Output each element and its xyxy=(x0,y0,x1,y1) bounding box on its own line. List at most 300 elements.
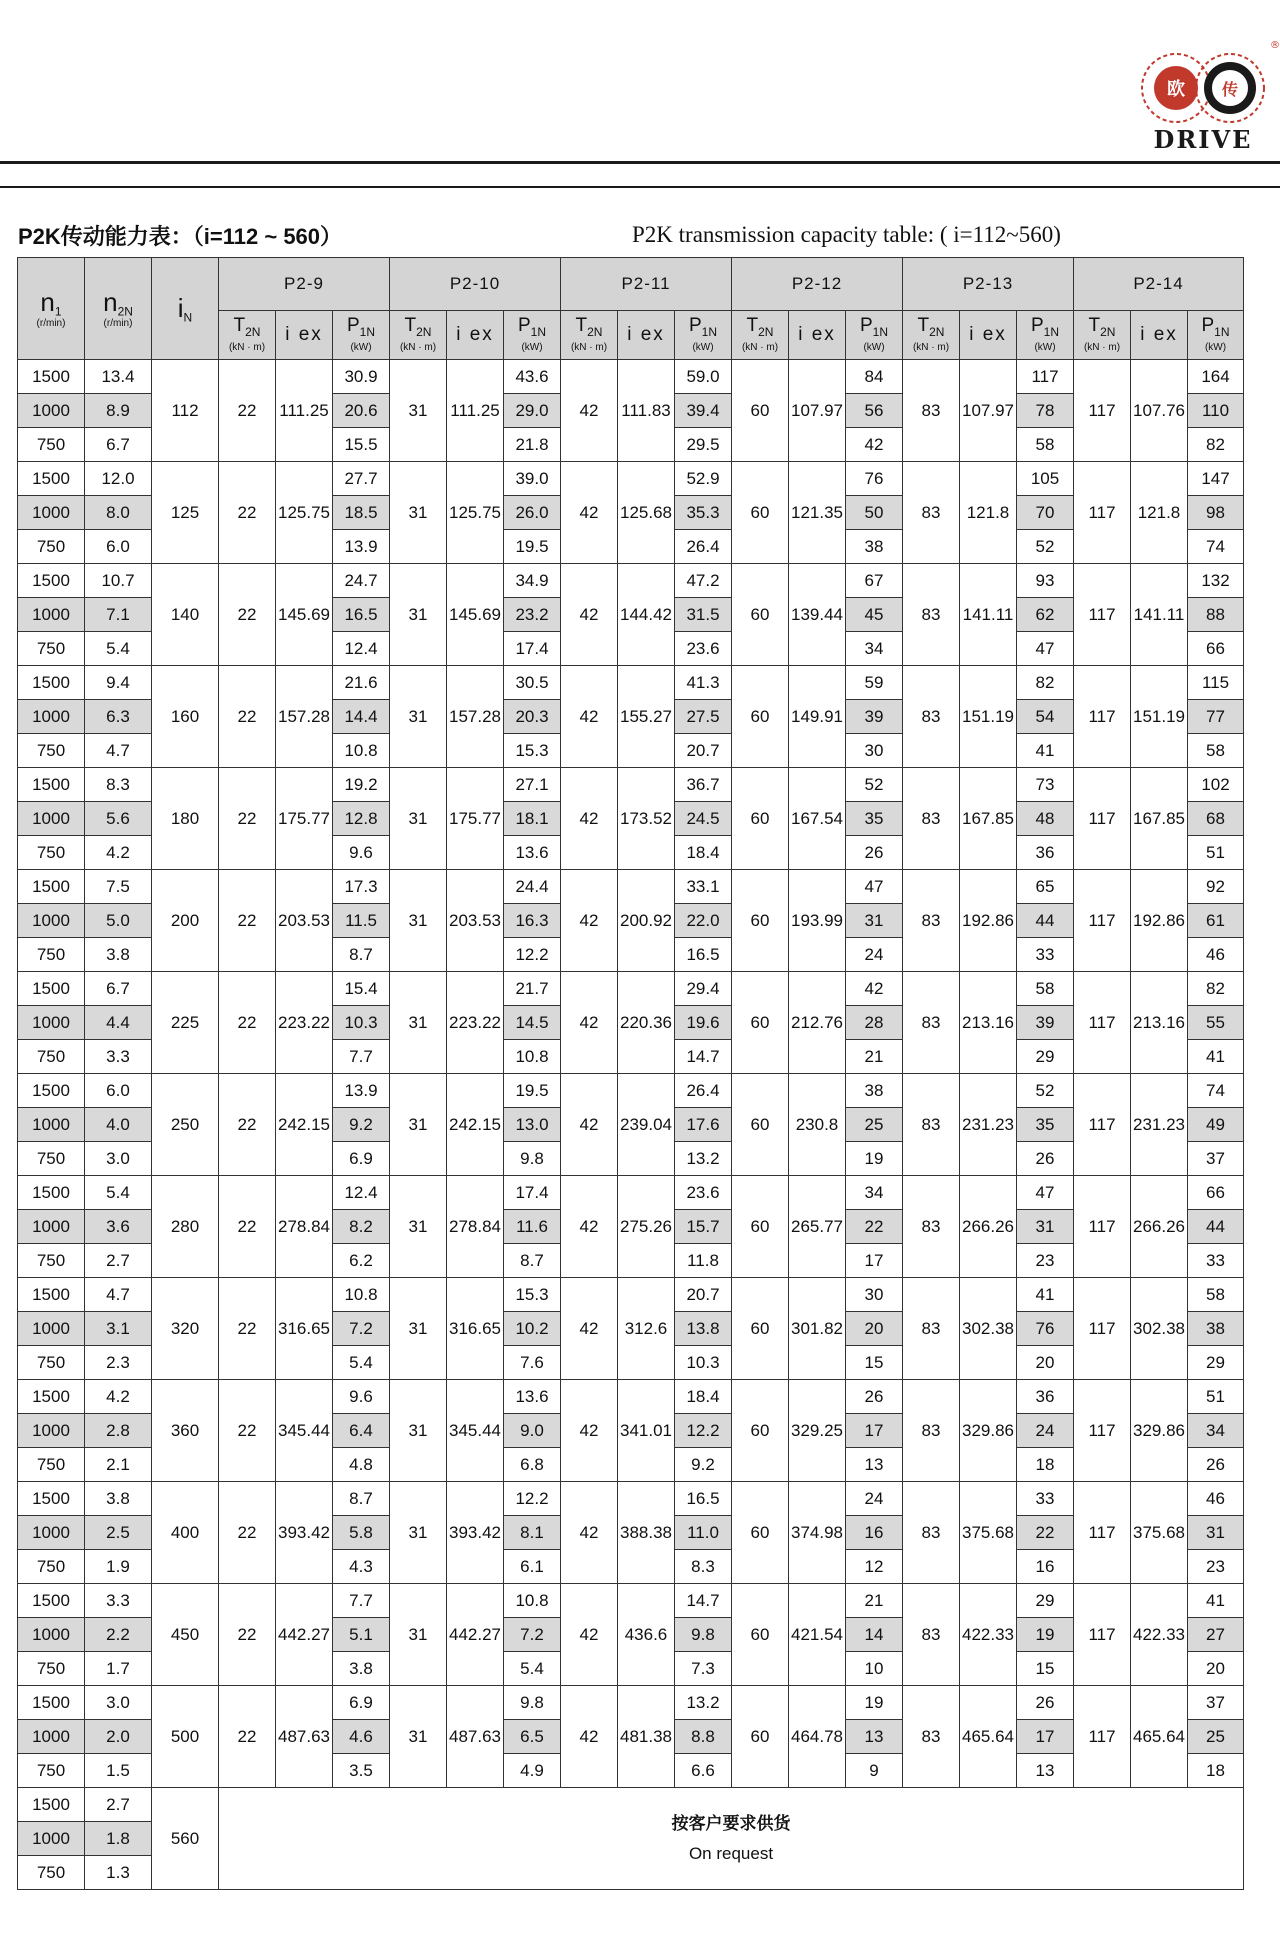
power-cell: 19.5 xyxy=(504,530,561,564)
n2-cell: 1.3 xyxy=(85,1856,152,1890)
table-body xyxy=(18,360,1244,1890)
n2-cell: 1.9 xyxy=(85,1550,152,1584)
torque-cell: 117 xyxy=(1074,1584,1131,1686)
power-cell: 19 xyxy=(846,1686,903,1720)
power-cell: 26 xyxy=(1017,1686,1074,1720)
power-cell: 17.3 xyxy=(333,870,390,904)
power-cell: 7.7 xyxy=(333,1584,390,1618)
power-cell: 23.2 xyxy=(504,598,561,632)
power-cell: 110 xyxy=(1188,394,1244,428)
torque-cell: 60 xyxy=(732,564,789,666)
iex-cell: 266.26 xyxy=(1131,1176,1188,1278)
iex-cell: 329.86 xyxy=(960,1380,1017,1482)
power-cell: 7.3 xyxy=(675,1652,732,1686)
power-cell: 39.4 xyxy=(675,394,732,428)
torque-cell: 42 xyxy=(561,1278,618,1380)
table-header xyxy=(18,258,1244,360)
table-row xyxy=(18,564,1244,598)
torque-cell: 31 xyxy=(390,1380,447,1482)
power-cell: 6.5 xyxy=(504,1720,561,1754)
power-cell: 70 xyxy=(1017,496,1074,530)
power-cell: 82 xyxy=(1017,666,1074,700)
n2-cell: 4.2 xyxy=(85,1380,152,1414)
torque-cell: 31 xyxy=(390,564,447,666)
power-cell: 29 xyxy=(1017,1584,1074,1618)
power-cell: 27.5 xyxy=(675,700,732,734)
power-cell: 27.1 xyxy=(504,768,561,802)
power-cell: 26 xyxy=(846,836,903,870)
n2-cell: 3.8 xyxy=(85,938,152,972)
torque-cell: 22 xyxy=(219,972,276,1074)
power-cell: 23 xyxy=(1017,1244,1074,1278)
power-cell: 12.4 xyxy=(333,1176,390,1210)
torque-cell: 83 xyxy=(903,564,960,666)
iex-cell: 220.36 xyxy=(618,972,675,1074)
power-cell: 18.4 xyxy=(675,836,732,870)
torque-cell: 31 xyxy=(390,768,447,870)
n1-cell: 750 xyxy=(18,632,85,666)
power-cell: 6.9 xyxy=(333,1686,390,1720)
torque-cell: 42 xyxy=(561,1584,618,1686)
n2-cell: 13.4 xyxy=(85,360,152,394)
power-cell: 15.4 xyxy=(333,972,390,1006)
power-cell: 13 xyxy=(1017,1754,1074,1788)
power-cell: 8.1 xyxy=(504,1516,561,1550)
torque-cell: 60 xyxy=(732,1074,789,1176)
power-cell: 12.2 xyxy=(675,1414,732,1448)
power-cell: 24 xyxy=(846,938,903,972)
ratio-cell: 225 xyxy=(152,972,219,1074)
ratio-cell: 280 xyxy=(152,1176,219,1278)
torque-cell: 22 xyxy=(219,360,276,462)
power-cell: 34 xyxy=(846,632,903,666)
iex-cell: 203.53 xyxy=(447,870,504,972)
power-cell: 8.8 xyxy=(675,1720,732,1754)
power-cell: 38 xyxy=(1188,1312,1244,1346)
power-cell: 43.6 xyxy=(504,360,561,394)
torque-cell: 22 xyxy=(219,1380,276,1482)
power-cell: 19.2 xyxy=(333,768,390,802)
power-cell: 34.9 xyxy=(504,564,561,598)
iex-cell: 374.98 xyxy=(789,1482,846,1584)
iex-cell: 167.54 xyxy=(789,768,846,870)
iex-cell: 107.97 xyxy=(789,360,846,462)
power-header: $P_{1N}$ (kW) xyxy=(846,311,903,360)
ratio-cell: 180 xyxy=(152,768,219,870)
iex-cell: 242.15 xyxy=(276,1074,333,1176)
torque-cell: 42 xyxy=(561,972,618,1074)
n1-cell: 750 xyxy=(18,1652,85,1686)
iex-cell: 275.26 xyxy=(618,1176,675,1278)
n1-header: $n_1$ (r/min) xyxy=(18,258,85,360)
power-cell: 15.7 xyxy=(675,1210,732,1244)
ratio-cell: 125 xyxy=(152,462,219,564)
torque-cell: 117 xyxy=(1074,1380,1131,1482)
power-cell: 47 xyxy=(846,870,903,904)
power-cell: 117 xyxy=(1017,360,1074,394)
n2-cell: 2.0 xyxy=(85,1720,152,1754)
power-cell: 45 xyxy=(846,598,903,632)
iex-cell: 481.38 xyxy=(618,1686,675,1788)
power-cell: 68 xyxy=(1188,802,1244,836)
power-cell: 18 xyxy=(1017,1448,1074,1482)
n2-cell: 8.9 xyxy=(85,394,152,428)
power-cell: 16.3 xyxy=(504,904,561,938)
n2-cell: 8.0 xyxy=(85,496,152,530)
torque-cell: 31 xyxy=(390,1686,447,1788)
torque-cell: 117 xyxy=(1074,768,1131,870)
table-title-en: P2K transmission capacity table: ( i=112~560) xyxy=(632,222,1061,247)
power-cell: 98 xyxy=(1188,496,1244,530)
power-cell: 14 xyxy=(846,1618,903,1652)
n2-cell: 7.1 xyxy=(85,598,152,632)
torque-cell: 83 xyxy=(903,1584,960,1686)
n2-cell: 3.8 xyxy=(85,1482,152,1516)
torque-cell: 22 xyxy=(219,462,276,564)
power-cell: 4.6 xyxy=(333,1720,390,1754)
power-cell: 5.4 xyxy=(504,1652,561,1686)
ratio-cell: 140 xyxy=(152,564,219,666)
torque-cell: 117 xyxy=(1074,564,1131,666)
torque-cell: 22 xyxy=(219,1686,276,1788)
iex-cell: 442.27 xyxy=(447,1584,504,1686)
iex-cell: 442.27 xyxy=(276,1584,333,1686)
torque-cell: 60 xyxy=(732,1584,789,1686)
torque-cell: 60 xyxy=(732,1176,789,1278)
power-cell: 46 xyxy=(1188,1482,1244,1516)
power-cell: 33 xyxy=(1017,1482,1074,1516)
n1-cell: 750 xyxy=(18,938,85,972)
power-cell: 77 xyxy=(1188,700,1244,734)
n2-cell: 3.0 xyxy=(85,1686,152,1720)
power-cell: 41 xyxy=(1017,734,1074,768)
power-cell: 9.0 xyxy=(504,1414,561,1448)
on-request-en: On request xyxy=(688,1843,774,1863)
power-cell: 59.0 xyxy=(675,360,732,394)
iex-cell: 157.28 xyxy=(276,666,333,768)
power-header: $P_{1N}$ (kW) xyxy=(1017,311,1074,360)
power-cell: 11.5 xyxy=(333,904,390,938)
n1-cell: 750 xyxy=(18,1244,85,1278)
power-cell: 29.5 xyxy=(675,428,732,462)
power-cell: 12.2 xyxy=(504,1482,561,1516)
n1-cell: 1000 xyxy=(18,1618,85,1652)
table-row xyxy=(18,666,1244,700)
power-cell: 13.6 xyxy=(504,836,561,870)
power-cell: 16.5 xyxy=(675,1482,732,1516)
table-row xyxy=(18,1482,1244,1516)
iex-header: i ex xyxy=(618,311,675,360)
iex-cell: 173.52 xyxy=(618,768,675,870)
torque-cell: 31 xyxy=(390,360,447,462)
torque-header: $T_{2N}$ (kN · m) xyxy=(390,311,447,360)
power-cell: 38 xyxy=(846,530,903,564)
power-cell: 52 xyxy=(1017,530,1074,564)
power-cell: 47 xyxy=(1017,632,1074,666)
power-cell: 74 xyxy=(1188,530,1244,564)
power-cell: 23.6 xyxy=(675,1176,732,1210)
iex-cell: 393.42 xyxy=(276,1482,333,1584)
table-row xyxy=(18,1074,1244,1108)
power-cell: 7.2 xyxy=(333,1312,390,1346)
power-cell: 13.2 xyxy=(675,1686,732,1720)
n2-cell: 3.1 xyxy=(85,1312,152,1346)
torque-cell: 83 xyxy=(903,768,960,870)
power-header: $P_{1N}$ (kW) xyxy=(333,311,390,360)
torque-cell: 31 xyxy=(390,462,447,564)
power-cell: 10.8 xyxy=(333,734,390,768)
power-cell: 18.1 xyxy=(504,802,561,836)
n2-cell: 6.0 xyxy=(85,530,152,564)
n1-cell: 1000 xyxy=(18,1516,85,1550)
torque-cell: 117 xyxy=(1074,1482,1131,1584)
power-cell: 31 xyxy=(1017,1210,1074,1244)
power-cell: 13.9 xyxy=(333,530,390,564)
n1-cell: 750 xyxy=(18,836,85,870)
power-cell: 8.3 xyxy=(675,1550,732,1584)
power-cell: 27.7 xyxy=(333,462,390,496)
power-cell: 41 xyxy=(1188,1584,1244,1618)
table-row xyxy=(18,972,1244,1006)
n1-cell: 1500 xyxy=(18,360,85,394)
power-cell: 20.7 xyxy=(675,734,732,768)
power-cell: 10.3 xyxy=(675,1346,732,1380)
power-cell: 16 xyxy=(846,1516,903,1550)
iex-cell: 436.6 xyxy=(618,1584,675,1686)
n2-cell: 1.5 xyxy=(85,1754,152,1788)
n1-cell: 750 xyxy=(18,1856,85,1890)
torque-cell: 83 xyxy=(903,1380,960,1482)
iex-header: i ex xyxy=(1131,311,1188,360)
n1-cell: 1500 xyxy=(18,870,85,904)
iex-header: i ex xyxy=(960,311,1017,360)
torque-cell: 22 xyxy=(219,768,276,870)
power-cell: 41 xyxy=(1017,1278,1074,1312)
power-cell: 26 xyxy=(1017,1142,1074,1176)
torque-cell: 117 xyxy=(1074,360,1131,462)
power-cell: 18.5 xyxy=(333,496,390,530)
power-cell: 58 xyxy=(1188,1278,1244,1312)
power-cell: 74 xyxy=(1188,1074,1244,1108)
power-cell: 24 xyxy=(846,1482,903,1516)
model-header: P2-10 xyxy=(390,258,561,311)
logo-mark-right: 传 xyxy=(1221,80,1239,99)
power-cell: 6.1 xyxy=(504,1550,561,1584)
torque-header: $T_{2N}$ (kN · m) xyxy=(561,311,618,360)
torque-cell: 83 xyxy=(903,462,960,564)
power-cell: 47.2 xyxy=(675,564,732,598)
power-cell: 22 xyxy=(1017,1516,1074,1550)
table-row xyxy=(18,870,1244,904)
torque-cell: 42 xyxy=(561,1380,618,1482)
power-cell: 11.8 xyxy=(675,1244,732,1278)
iex-cell: 155.27 xyxy=(618,666,675,768)
power-cell: 66 xyxy=(1188,1176,1244,1210)
model-header: P2-12 xyxy=(732,258,903,311)
oc-drive-logo xyxy=(1128,36,1278,156)
power-cell: 58 xyxy=(1017,972,1074,1006)
power-cell: 52 xyxy=(1017,1074,1074,1108)
iex-cell: 329.86 xyxy=(1131,1380,1188,1482)
n2-cell: 2.8 xyxy=(85,1414,152,1448)
n1-cell: 750 xyxy=(18,1448,85,1482)
power-cell: 6.8 xyxy=(504,1448,561,1482)
torque-cell: 22 xyxy=(219,1482,276,1584)
iex-cell: 278.84 xyxy=(447,1176,504,1278)
power-cell: 39 xyxy=(1017,1006,1074,1040)
n1-cell: 1000 xyxy=(18,904,85,938)
torque-cell: 83 xyxy=(903,666,960,768)
power-cell: 15.5 xyxy=(333,428,390,462)
iex-cell: 213.16 xyxy=(960,972,1017,1074)
n2-cell: 4.0 xyxy=(85,1108,152,1142)
n1-cell: 1000 xyxy=(18,1822,85,1856)
iex-cell: 149.91 xyxy=(789,666,846,768)
iex-header: i ex xyxy=(447,311,504,360)
power-cell: 6.2 xyxy=(333,1244,390,1278)
table-row xyxy=(18,1584,1244,1618)
iex-cell: 421.54 xyxy=(789,1584,846,1686)
power-cell: 13 xyxy=(846,1448,903,1482)
iex-cell: 145.69 xyxy=(276,564,333,666)
header-rule xyxy=(0,161,1280,164)
iex-cell: 125.75 xyxy=(276,462,333,564)
torque-cell: 83 xyxy=(903,972,960,1074)
n1-cell: 750 xyxy=(18,1040,85,1074)
power-cell: 55 xyxy=(1188,1006,1244,1040)
power-cell: 13.2 xyxy=(675,1142,732,1176)
power-cell: 9.2 xyxy=(333,1108,390,1142)
power-cell: 12.4 xyxy=(333,632,390,666)
n1-cell: 1000 xyxy=(18,598,85,632)
power-cell: 25 xyxy=(846,1108,903,1142)
capacity-table xyxy=(17,257,1244,1890)
n1-cell: 1500 xyxy=(18,1380,85,1414)
power-cell: 9.2 xyxy=(675,1448,732,1482)
power-cell: 13.9 xyxy=(333,1074,390,1108)
power-cell: 19.5 xyxy=(504,1074,561,1108)
torque-cell: 83 xyxy=(903,1176,960,1278)
iex-cell: 341.01 xyxy=(618,1380,675,1482)
iex-cell: 223.22 xyxy=(447,972,504,1074)
torque-cell: 31 xyxy=(390,666,447,768)
power-cell: 13 xyxy=(846,1720,903,1754)
iex-cell: 223.22 xyxy=(276,972,333,1074)
n2-cell: 2.3 xyxy=(85,1346,152,1380)
power-cell: 6.9 xyxy=(333,1142,390,1176)
power-cell: 102 xyxy=(1188,768,1244,802)
power-cell: 39 xyxy=(846,700,903,734)
power-cell: 30.5 xyxy=(504,666,561,700)
torque-cell: 60 xyxy=(732,768,789,870)
power-cell: 34 xyxy=(846,1176,903,1210)
iex-cell: 139.44 xyxy=(789,564,846,666)
n2-cell: 4.7 xyxy=(85,1278,152,1312)
iex-cell: 487.63 xyxy=(276,1686,333,1788)
iex-cell: 121.8 xyxy=(1131,462,1188,564)
power-cell: 58 xyxy=(1017,428,1074,462)
power-cell: 3.5 xyxy=(333,1754,390,1788)
torque-cell: 42 xyxy=(561,1686,618,1788)
iex-cell: 125.68 xyxy=(618,462,675,564)
iex-cell: 375.68 xyxy=(960,1482,1017,1584)
iex-cell: 242.15 xyxy=(447,1074,504,1176)
power-cell: 13.6 xyxy=(504,1380,561,1414)
torque-cell: 83 xyxy=(903,870,960,972)
torque-cell: 22 xyxy=(219,1176,276,1278)
power-cell: 36.7 xyxy=(675,768,732,802)
n1-cell: 1500 xyxy=(18,1686,85,1720)
power-cell: 12.2 xyxy=(504,938,561,972)
power-cell: 6.6 xyxy=(675,1754,732,1788)
torque-cell: 83 xyxy=(903,1482,960,1584)
torque-cell: 60 xyxy=(732,1278,789,1380)
power-cell: 47 xyxy=(1017,1176,1074,1210)
torque-cell: 42 xyxy=(561,1482,618,1584)
n1-cell: 750 xyxy=(18,1142,85,1176)
iex-cell: 316.65 xyxy=(447,1278,504,1380)
power-cell: 132 xyxy=(1188,564,1244,598)
power-cell: 42 xyxy=(846,972,903,1006)
power-cell: 29.4 xyxy=(675,972,732,1006)
power-cell: 50 xyxy=(846,496,903,530)
power-cell: 22 xyxy=(846,1210,903,1244)
iex-cell: 316.65 xyxy=(276,1278,333,1380)
power-cell: 26 xyxy=(1188,1448,1244,1482)
table-row xyxy=(18,360,1244,394)
power-cell: 10 xyxy=(846,1652,903,1686)
torque-cell: 22 xyxy=(219,870,276,972)
power-cell: 7.2 xyxy=(504,1618,561,1652)
iex-cell: 345.44 xyxy=(276,1380,333,1482)
power-cell: 9.8 xyxy=(504,1686,561,1720)
power-cell: 147 xyxy=(1188,462,1244,496)
ratio-cell: 500 xyxy=(152,1686,219,1788)
power-cell: 73 xyxy=(1017,768,1074,802)
iex-cell: 231.23 xyxy=(1131,1074,1188,1176)
power-cell: 21 xyxy=(846,1584,903,1618)
n2-cell: 6.7 xyxy=(85,972,152,1006)
power-cell: 29 xyxy=(1017,1040,1074,1074)
power-cell: 5.4 xyxy=(333,1346,390,1380)
torque-cell: 60 xyxy=(732,666,789,768)
power-cell: 62 xyxy=(1017,598,1074,632)
power-cell: 28 xyxy=(846,1006,903,1040)
iex-cell: 301.82 xyxy=(789,1278,846,1380)
power-cell: 20.6 xyxy=(333,394,390,428)
iex-cell: 213.16 xyxy=(1131,972,1188,1074)
torque-cell: 83 xyxy=(903,1686,960,1788)
table-row xyxy=(18,1380,1244,1414)
power-cell: 14.4 xyxy=(333,700,390,734)
torque-cell: 42 xyxy=(561,870,618,972)
n2-cell: 8.3 xyxy=(85,768,152,802)
power-cell: 8.7 xyxy=(504,1244,561,1278)
n1-cell: 1500 xyxy=(18,564,85,598)
torque-cell: 60 xyxy=(732,972,789,1074)
power-cell: 18 xyxy=(1188,1754,1244,1788)
power-cell: 26.4 xyxy=(675,530,732,564)
power-cell: 7.6 xyxy=(504,1346,561,1380)
iex-cell: 192.86 xyxy=(960,870,1017,972)
n2-cell: 5.0 xyxy=(85,904,152,938)
iex-cell: 464.78 xyxy=(789,1686,846,1788)
torque-cell: 83 xyxy=(903,360,960,462)
n2-cell: 4.4 xyxy=(85,1006,152,1040)
n1-cell: 1500 xyxy=(18,1074,85,1108)
power-cell: 76 xyxy=(1017,1312,1074,1346)
n2-cell: 6.0 xyxy=(85,1074,152,1108)
